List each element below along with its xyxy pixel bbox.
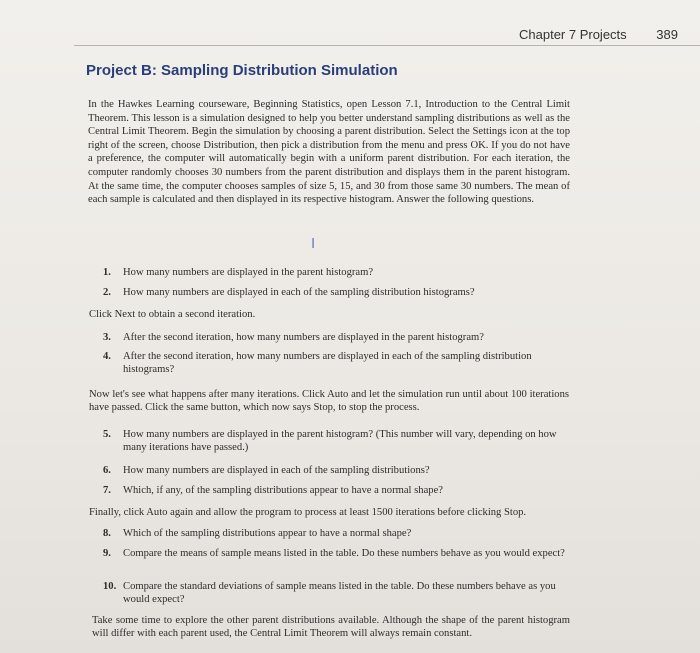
question-2: 2. How many numbers are displayed in each of the sampling distribution histograms?	[103, 287, 475, 298]
question-4: 4. After the second iteration, how many numbers are displayed in each of the sampling distribution histograms?	[103, 351, 532, 375]
question-6: 6. How many numbers are displayed in each of the sampling distributions?	[103, 465, 430, 476]
question-8: 8. Which of the sampling distributions appear to have a normal shape?	[103, 528, 412, 539]
chapter-label: Chapter 7 Projects	[519, 27, 627, 42]
intro-paragraph: In the Hawkes Learning courseware, Beginning Statistics, open Lesson 7.1, Introduction to the Central Limit Theorem. This lesson is a simulation designed to help you better understand sampling distributions as well as the Central Limit Theorem. Begin the simulation by choosing a parent distribution. Select the Settings icon at the top right of the screen, choose Distribution, then pick a distribution from the menu and press OK. If you do not have a preference, the computer will automatically begin with a uniform parent distribution. For each iteration, the computer randomly chooses 30 numbers from the parent distribution and displays them in the parent histogram. At the same time, the computer chooses samples of size 5, 15, and 30 from those same 30 numbers. The mean of each sample is calculated and then displayed in its respective histogram. Answer the following questions.	[88, 99, 570, 206]
running-head	[519, 27, 678, 42]
question-10: 10. Compare the standard deviations of sample means listed in the table. Do these numbers behave as you would expect?	[103, 581, 556, 605]
question-1: 1. How many numbers are displayed in the parent histogram?	[103, 267, 374, 278]
question-5: 5. How many numbers are displayed in the parent histogram? (This number will vary, depending on how many iterations have passed.)	[103, 429, 557, 453]
header-rule	[74, 45, 700, 46]
instruction-auto: Now let's see what happens after many iterations. Click Auto and let the simulation run until about 100 iterations have passed. Click the same button, which now says Stop, to stop the process.	[89, 389, 569, 413]
instruction-next: Click Next to obtain a second iteration.	[89, 309, 256, 320]
project-title: Project B: Sampling Distribution Simulation	[86, 62, 398, 79]
question-3: 3. After the second iteration, how many numbers are displayed in the parent histogram?	[103, 332, 484, 343]
instruction-final: Finally, click Auto again and allow the program to process at least 1500 iterations before clicking Stop.	[89, 507, 527, 518]
text-cursor-icon: I	[311, 235, 316, 252]
instruction-explore: Take some time to explore the other parent distributions available. Although the shape of the parent histogram will differ with each parent used, the Central Limit Theorem will always remain constant.	[92, 615, 570, 639]
question-9: 9. Compare the means of sample means listed in the table. Do these numbers behave as you would expect?	[103, 548, 565, 559]
question-7: 7. Which, if any, of the sampling distributions appear to have a normal shape?	[103, 485, 443, 496]
page-number: 389	[656, 27, 678, 42]
